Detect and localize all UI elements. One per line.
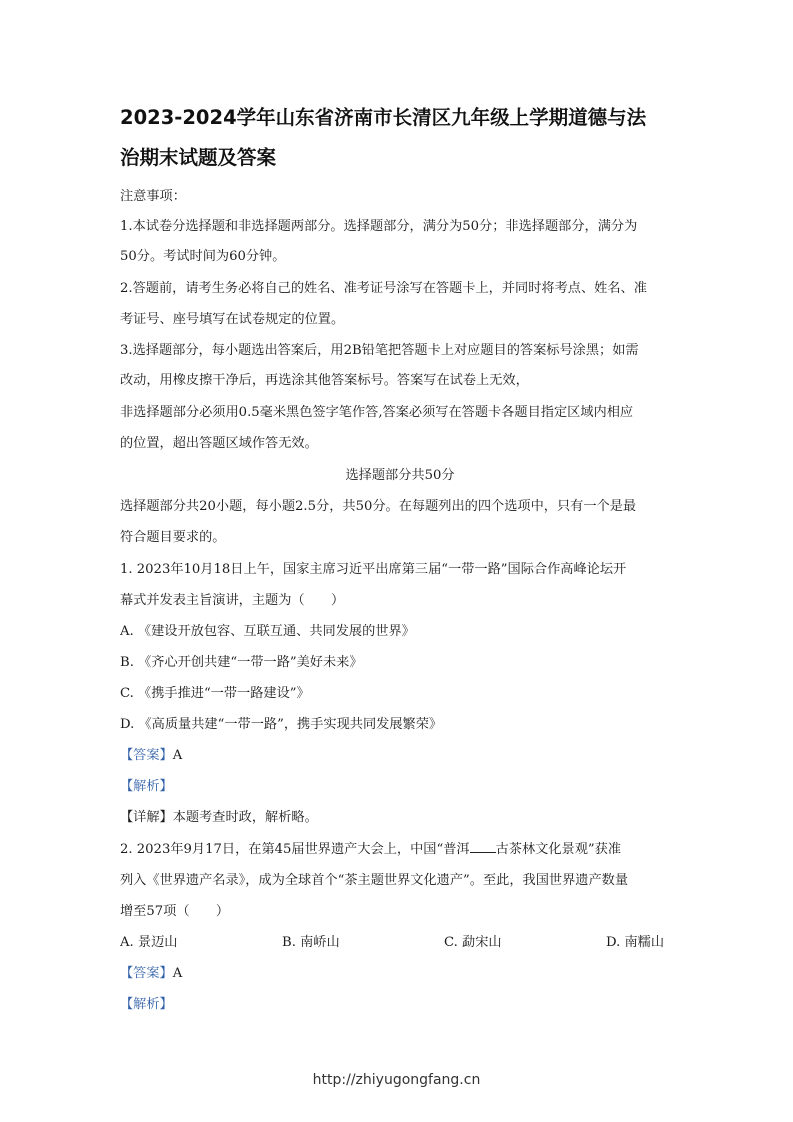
analysis-tag: 【解析】	[120, 997, 173, 1012]
notice-line: 非选择题部分必须用0.5毫米黑色签字笔作答,答案必须写在答题卡各题目指定区域内相应	[120, 405, 634, 420]
question-1-answer	[120, 746, 680, 766]
document-title-line-2: 治期末试题及答案	[120, 146, 277, 169]
answer-value: A	[172, 966, 183, 981]
answer-value: A	[172, 748, 183, 763]
question-1-option-a: A. 《建设开放包容、互联互通、共同发展的世界》	[120, 624, 415, 639]
detail-tag: 【详解】	[120, 810, 173, 825]
question-1-option-b: B. 《齐心开创共建“一带一路”美好未来》	[120, 655, 363, 670]
notice-line: 50分。考试时间为60分钟。	[120, 249, 286, 264]
question-1-analysis	[120, 777, 680, 797]
section-title: 选择题部分共50分	[345, 468, 455, 483]
question-1-stem: 1. 2023年10月18日上午，国家主席习近平出席第三届“一带一路”国际合作高峰论坛开	[120, 562, 627, 577]
answer-tag: 【答案】	[120, 966, 173, 981]
question-2-answer	[120, 964, 680, 984]
question-1-stem: 幕式并发表主旨演讲，主题为（ ）	[120, 593, 345, 608]
question-2-option-b: B. 南峤山	[282, 935, 340, 950]
notice-line: 考证号、座号填写在试卷规定的位置。	[120, 312, 345, 327]
document-title-line-1: 2023-2024学年山东省济南市长清区九年级上学期道德与法	[120, 106, 647, 129]
section-intro-line: 符合题目要求的。	[120, 530, 226, 545]
question-2-stem: 列入《世界遗产名录》，成为全球首个“茶主题世界文化遗产”。至此，我国世界遗产数量	[120, 873, 629, 888]
question-2-option-a: A. 景迈山	[120, 935, 178, 950]
answer-tag: 【答案】	[120, 748, 173, 763]
notice-line: 2.答题前，请考生务必将自己的姓名、准考证号涂写在答题卡上，并同时将考点、姓名、准	[120, 281, 647, 296]
notice-line: 改动，用橡皮擦干净后，再选涂其他答案标号。答案写在试卷上无效，	[120, 373, 529, 388]
question-2-analysis	[120, 995, 680, 1015]
question-1-option-d: D. 《高质量共建“一带一路”，携手实现共同发展繁荣》	[120, 717, 443, 732]
footer-url: http://zhiyugongfang.cn	[312, 1072, 481, 1088]
question-2-option-c: C. 勐宋山	[444, 935, 502, 950]
question-2-stem-part-1: 2. 2023年9月17日，在第45届世界遗产大会上，中国“普洱	[120, 842, 470, 857]
question-2-stem-part-2: 古茶林文化景观”获准	[495, 842, 622, 857]
analysis-tag: 【解析】	[120, 779, 173, 794]
question-1-option-c: C. 《携手推进“一带一路建设”》	[120, 686, 310, 701]
notice-line: 1.本试卷分选择题和非选择题两部分。选择题部分，满分为50分；非选择题部分，满分为	[120, 219, 638, 234]
question-2-stem	[120, 840, 680, 860]
section-intro-line: 选择题部分共20小题，每小题2.5分，共50分。在每题列出的四个选项中，只有一个是最	[120, 499, 637, 514]
notice-line: 的位置，超出答题区域作答无效。	[120, 436, 318, 451]
question-2-option-d: D. 南糯山	[606, 935, 665, 950]
question-1-detail	[120, 808, 680, 828]
fill-in-blank	[470, 840, 496, 853]
detail-text: 本题考查时政，解析略。	[172, 810, 318, 825]
question-2-stem: 增至57项（ ）	[120, 904, 230, 919]
notice-line: 3.选择题部分，每小题选出答案后，用2B铅笔把答题卡上对应题目的答案标号涂黑；如需	[120, 343, 639, 358]
notice-heading: 注意事项：	[120, 189, 186, 204]
